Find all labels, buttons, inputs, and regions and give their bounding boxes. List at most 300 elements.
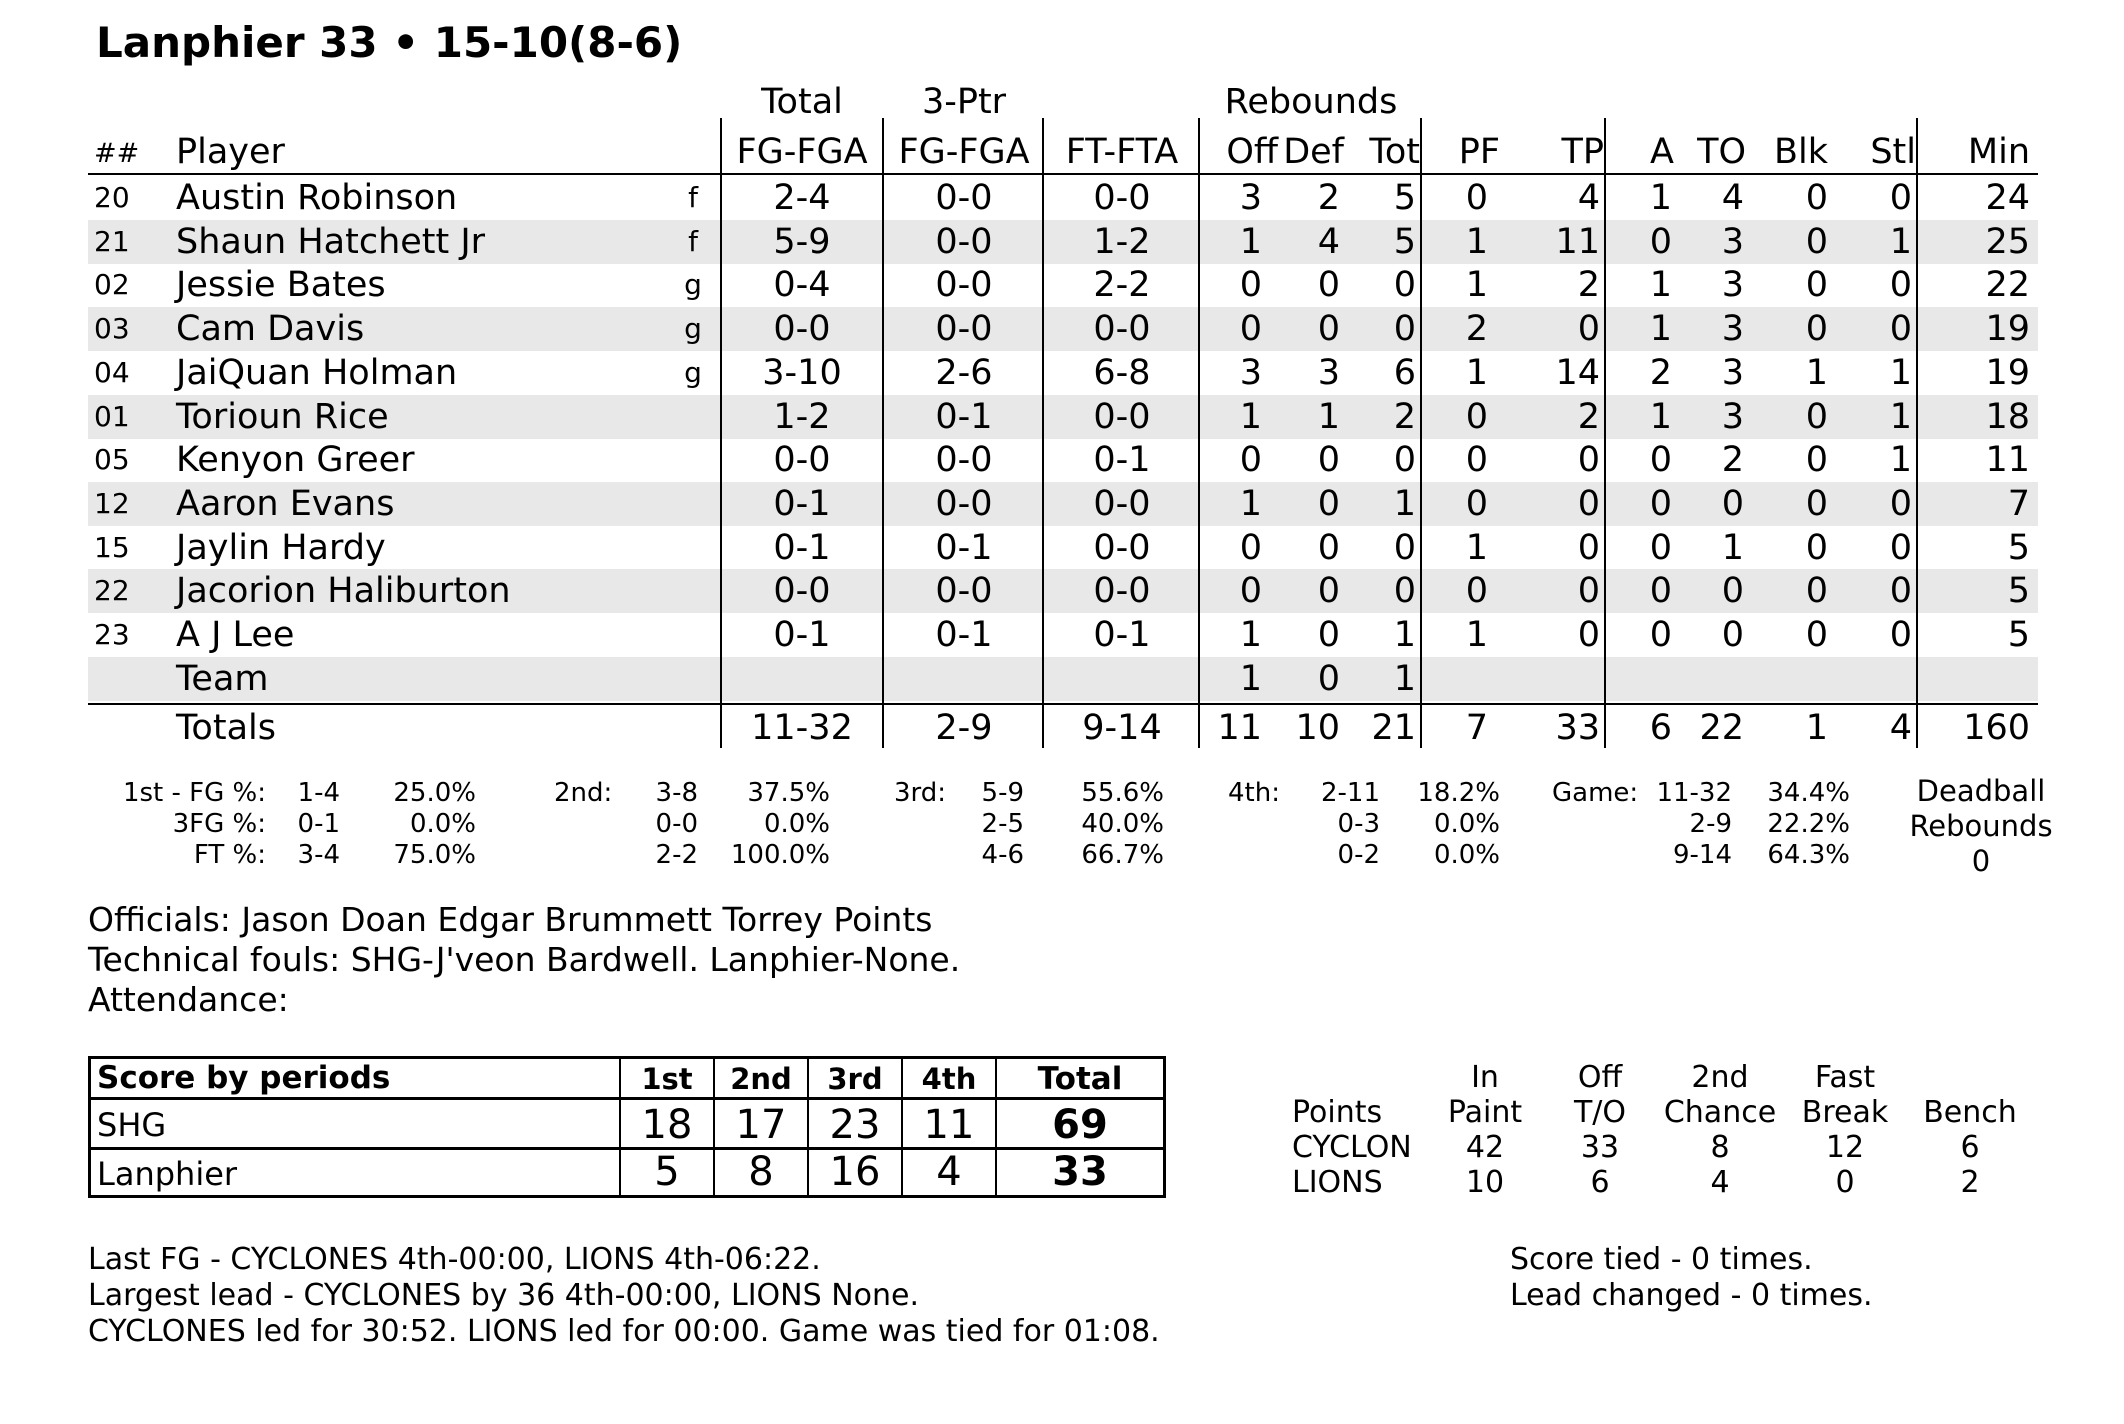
points-team-lions: LIONS bbox=[1292, 1165, 1383, 1200]
player-row-tp bbox=[1488, 657, 1600, 701]
player-row-def: 0 bbox=[1317, 483, 1340, 524]
player-row-tp: 4 bbox=[1577, 178, 1600, 218]
player-row-pos: g bbox=[684, 268, 702, 302]
q1-3fg-pct: 0.0% bbox=[409, 809, 476, 839]
player-row-tp: 0 bbox=[1577, 571, 1600, 612]
player-row-stl: 0 bbox=[1889, 571, 1912, 612]
player-row-fg: 0-1 bbox=[773, 483, 831, 524]
player-row-blk: 0 bbox=[1805, 309, 1828, 350]
player-row-fg: 0-0 bbox=[773, 571, 831, 612]
column-rule bbox=[720, 118, 722, 748]
player-row-fg3: 0-1 bbox=[935, 615, 993, 655]
player-row-min: 19 bbox=[1985, 352, 2030, 393]
player-row-name: Jaylin Hardy bbox=[176, 527, 386, 568]
player-row-off: 1 bbox=[1239, 483, 1262, 524]
player-row-fg: 0-1 bbox=[773, 615, 831, 655]
player-row-to: 1 bbox=[1721, 527, 1744, 568]
player-row-pf: 0 bbox=[1465, 483, 1488, 524]
points-head-off: Off bbox=[1577, 1060, 1623, 1095]
periods-shg-3rd: 23 bbox=[829, 1102, 881, 1148]
points-head-points: Points bbox=[1292, 1095, 1383, 1130]
player-row-num: 22 bbox=[94, 574, 130, 608]
column-rule bbox=[882, 118, 884, 748]
totals-row-to: 22 bbox=[1699, 708, 1744, 748]
points-cyclon-break: 12 bbox=[1825, 1130, 1865, 1165]
player-row-to: 0 bbox=[1721, 483, 1744, 524]
led-for: CYCLONES led for 30:52. LIONS led for 00:00. Game was tied for 01:08. bbox=[88, 1314, 1160, 1349]
totals-row-a: 6 bbox=[1649, 708, 1672, 748]
header-min: Min bbox=[1967, 132, 2030, 172]
attendance: Attendance: bbox=[88, 980, 289, 1019]
player-row-fg3: 0-0 bbox=[935, 571, 993, 612]
periods-shg-4th: 11 bbox=[923, 1102, 975, 1148]
player-row-def: 2 bbox=[1317, 178, 1340, 218]
player-row-pos: g bbox=[684, 312, 702, 346]
q3-label: 3rd: bbox=[894, 778, 947, 808]
game-fg-pct: 34.4% bbox=[1767, 778, 1850, 808]
player-row-a: 1 bbox=[1649, 178, 1672, 218]
player-row-def: 0 bbox=[1317, 265, 1340, 306]
points-head-bench: Bench bbox=[1923, 1095, 2017, 1130]
periods-shg-1st: 18 bbox=[641, 1102, 693, 1148]
player-row-tp: 2 bbox=[1577, 396, 1600, 437]
player-row-stl: 1 bbox=[1889, 221, 1912, 262]
player-row-min: 24 bbox=[1985, 178, 2030, 218]
header-off: Off bbox=[1226, 132, 1278, 172]
player-row-to: 4 bbox=[1721, 178, 1744, 218]
player-row-name: Jacorion Haliburton bbox=[176, 571, 511, 612]
player-row-min: 19 bbox=[1985, 309, 2030, 350]
q3-3fg: 2-5 bbox=[981, 809, 1024, 839]
player-row-pos bbox=[678, 395, 708, 439]
points-head-to: T/O bbox=[1573, 1095, 1627, 1130]
player-row-tot: 0 bbox=[1393, 440, 1416, 481]
player-row-to: 3 bbox=[1721, 265, 1744, 306]
points-head-2nd: 2nd bbox=[1691, 1060, 1749, 1095]
player-row-fg bbox=[722, 657, 882, 701]
player-row-fg: 5-9 bbox=[773, 221, 831, 262]
header-rule bbox=[88, 173, 2038, 175]
periods-title: Score by periods bbox=[97, 1060, 391, 1096]
periods-lanphier-4th: 4 bbox=[936, 1149, 962, 1195]
points-cyclon-bench: 6 bbox=[1960, 1130, 1980, 1165]
player-row-tot: 1 bbox=[1393, 658, 1416, 699]
player-row-name: Aaron Evans bbox=[176, 483, 395, 524]
header-fg: FG-FGA bbox=[736, 132, 868, 172]
player-row-name: Jessie Bates bbox=[176, 265, 386, 306]
game-3fg: 2-9 bbox=[1689, 809, 1732, 839]
player-row-fg3: 0-0 bbox=[935, 221, 993, 262]
totals-row-num bbox=[94, 706, 154, 750]
player-row-blk bbox=[1744, 657, 1828, 701]
periods-lanphier-3rd: 16 bbox=[829, 1149, 881, 1195]
header-blk: Blk bbox=[1773, 132, 1828, 172]
column-rule bbox=[1420, 118, 1422, 748]
points-lions-paint: 10 bbox=[1465, 1165, 1505, 1200]
q2-ft-pct: 100.0% bbox=[730, 840, 830, 870]
player-row-to: 3 bbox=[1721, 309, 1744, 350]
q2-fg: 3-8 bbox=[655, 778, 698, 808]
periods-shg-2nd: 17 bbox=[735, 1102, 787, 1148]
deadball-label: Deadball bbox=[1916, 774, 2046, 808]
q2-fg-pct: 37.5% bbox=[747, 778, 830, 808]
player-row-def: 3 bbox=[1317, 352, 1340, 393]
player-row-to: 3 bbox=[1721, 221, 1744, 262]
player-row-tot: 0 bbox=[1393, 265, 1416, 306]
player-row-a: 1 bbox=[1649, 396, 1672, 437]
player-row-min: 5 bbox=[2007, 615, 2030, 655]
player-row-num: 15 bbox=[94, 530, 130, 564]
header-a: A bbox=[1650, 132, 1674, 172]
player-row-stl: 0 bbox=[1889, 615, 1912, 655]
player-row-num: 01 bbox=[94, 399, 130, 433]
player-row-ft: 6-8 bbox=[1093, 352, 1151, 393]
player-row-to bbox=[1672, 657, 1744, 701]
points-summary bbox=[1280, 1060, 2040, 1210]
player-row-blk: 0 bbox=[1805, 221, 1828, 262]
periods-header-4th: 4th bbox=[921, 1062, 977, 1096]
q3-fg: 5-9 bbox=[981, 778, 1024, 808]
q4-3fg: 0-3 bbox=[1337, 809, 1380, 839]
totals-row-tp: 33 bbox=[1555, 708, 1600, 748]
player-row-min: 5 bbox=[2007, 527, 2030, 568]
q1-fg-pct: 25.0% bbox=[393, 778, 476, 808]
q3-3fg-pct: 40.0% bbox=[1081, 809, 1164, 839]
player-row-off: 0 bbox=[1239, 440, 1262, 481]
player-row-pf: 1 bbox=[1465, 352, 1488, 393]
player-row-to: 2 bbox=[1721, 440, 1744, 481]
player-row-ft: 0-0 bbox=[1093, 527, 1151, 568]
periods-lanphier-2nd: 8 bbox=[748, 1149, 774, 1195]
header-def: Def bbox=[1283, 132, 1344, 172]
player-row-ft: 0-0 bbox=[1093, 483, 1151, 524]
player-row-off: 3 bbox=[1239, 352, 1262, 393]
player-row-pos bbox=[678, 438, 708, 482]
player-row-def: 0 bbox=[1317, 658, 1340, 699]
player-row-pos bbox=[678, 482, 708, 526]
points-team-cyclon: CYCLON bbox=[1292, 1130, 1412, 1165]
player-row-blk: 0 bbox=[1805, 440, 1828, 481]
header-tp: TP bbox=[1561, 132, 1604, 172]
player-row-ft: 0-0 bbox=[1093, 178, 1151, 218]
player-row-min: 22 bbox=[1985, 265, 2030, 306]
player-row-tot: 5 bbox=[1393, 178, 1416, 218]
player-row-blk: 0 bbox=[1805, 396, 1828, 437]
q4-fg-pct: 18.2% bbox=[1417, 778, 1500, 808]
player-row-off: 3 bbox=[1239, 178, 1262, 218]
player-row-tot: 0 bbox=[1393, 309, 1416, 350]
totals-row-ft: 9-14 bbox=[1082, 708, 1162, 748]
totals-row-stl: 4 bbox=[1889, 708, 1912, 748]
periods-header-total: Total bbox=[1037, 1061, 1123, 1097]
player-row-pos bbox=[678, 657, 708, 701]
q4-label: 4th: bbox=[1228, 778, 1280, 808]
player-row-ft: 2-2 bbox=[1093, 265, 1151, 306]
totals-row-off: 11 bbox=[1217, 708, 1262, 748]
player-row-tot: 0 bbox=[1393, 571, 1416, 612]
periods-header-1st: 1st bbox=[641, 1062, 693, 1096]
player-row-num: 20 bbox=[94, 181, 130, 214]
player-row-num: 12 bbox=[94, 486, 130, 520]
player-row-ft: 0-1 bbox=[1093, 440, 1151, 481]
q2-ft: 2-2 bbox=[655, 840, 698, 870]
player-row-stl: 0 bbox=[1889, 527, 1912, 568]
player-row-off: 1 bbox=[1239, 396, 1262, 437]
player-row-name: Cam Davis bbox=[176, 309, 365, 350]
player-row-blk: 0 bbox=[1805, 615, 1828, 655]
player-row-to: 3 bbox=[1721, 396, 1744, 437]
q4-3fg-pct: 0.0% bbox=[1433, 809, 1500, 839]
periods-header-3rd: 3rd bbox=[827, 1062, 883, 1096]
points-lions-chance: 4 bbox=[1710, 1165, 1730, 1200]
player-row-pf: 0 bbox=[1465, 571, 1488, 612]
game-fg: 11-32 bbox=[1656, 778, 1732, 808]
player-row-stl bbox=[1828, 657, 1912, 701]
player-row-fg3: 0-0 bbox=[935, 483, 993, 524]
header-tot: Tot bbox=[1369, 132, 1420, 172]
deadball-rebounds-label: Rebounds bbox=[1909, 809, 2053, 843]
player-row-blk: 0 bbox=[1805, 265, 1828, 306]
player-row-a: 1 bbox=[1649, 309, 1672, 350]
player-row-pf: 1 bbox=[1465, 265, 1488, 306]
shooting-label-fg: 1st - FG %: bbox=[122, 778, 266, 808]
player-row-def: 0 bbox=[1317, 527, 1340, 568]
player-row-num: 21 bbox=[94, 224, 130, 258]
player-row-name: Shaun Hatchett Jr bbox=[176, 221, 486, 262]
player-row-to: 0 bbox=[1721, 571, 1744, 612]
player-row-def: 0 bbox=[1317, 440, 1340, 481]
column-rule bbox=[1604, 118, 1606, 748]
player-row-stl: 1 bbox=[1889, 440, 1912, 481]
player-row-blk: 0 bbox=[1805, 527, 1828, 568]
shooting-by-period bbox=[96, 774, 2076, 888]
periods-lanphier-1st: 5 bbox=[654, 1149, 680, 1195]
header-group-rebounds: Rebounds bbox=[1224, 82, 1398, 122]
player-row-num: 23 bbox=[94, 618, 130, 651]
player-row-pos: g bbox=[684, 355, 702, 389]
player-row-a: 1 bbox=[1649, 265, 1672, 306]
points-lions-to: 6 bbox=[1590, 1165, 1610, 1200]
totals-row-min: 160 bbox=[1963, 708, 2030, 748]
player-row-ft: 0-0 bbox=[1093, 309, 1151, 350]
periods-header-2nd: 2nd bbox=[730, 1062, 792, 1096]
points-cyclon-chance: 8 bbox=[1710, 1130, 1730, 1165]
player-row-fg3 bbox=[884, 657, 1044, 701]
player-row-pf: 0 bbox=[1465, 440, 1488, 481]
points-lions-bench: 2 bbox=[1960, 1165, 1980, 1200]
game-ft: 9-14 bbox=[1672, 840, 1732, 870]
q4-fg: 2-11 bbox=[1320, 778, 1380, 808]
player-row-name: Torioun Rice bbox=[176, 396, 389, 437]
player-row-min bbox=[1918, 657, 2030, 701]
technical-fouls: Technical fouls: SHG-J'veon Bardwell. Lanphier-None. bbox=[88, 940, 961, 979]
player-row-stl: 0 bbox=[1889, 483, 1912, 524]
player-row-ft: 0-0 bbox=[1093, 571, 1151, 612]
player-row-tp: 0 bbox=[1577, 309, 1600, 350]
player-row-off: 0 bbox=[1239, 309, 1262, 350]
player-row-fg: 2-4 bbox=[773, 178, 831, 218]
player-row-min: 25 bbox=[1985, 221, 2030, 262]
totals-row-name: Totals bbox=[176, 708, 276, 748]
player-row-name: Team bbox=[176, 658, 269, 699]
player-row-def: 4 bbox=[1317, 221, 1340, 262]
points-head-break: Break bbox=[1801, 1095, 1889, 1130]
player-row-tot: 1 bbox=[1393, 615, 1416, 655]
player-row-stl: 1 bbox=[1889, 396, 1912, 437]
player-row-pf: 1 bbox=[1465, 615, 1488, 655]
player-row-fg3: 0-0 bbox=[935, 265, 993, 306]
q1-ft-pct: 75.0% bbox=[393, 840, 476, 870]
player-row-stl: 1 bbox=[1889, 352, 1912, 393]
player-row-fg: 1-2 bbox=[773, 396, 831, 437]
player-row-stl: 0 bbox=[1889, 309, 1912, 350]
player-row-fg: 0-0 bbox=[773, 309, 831, 350]
player-row-blk: 0 bbox=[1805, 483, 1828, 524]
totals-row-pf: 7 bbox=[1465, 708, 1488, 748]
player-row-def: 0 bbox=[1317, 309, 1340, 350]
points-head-in: In bbox=[1471, 1060, 1499, 1095]
q2-label: 2nd: bbox=[554, 778, 613, 808]
player-row-tot: 1 bbox=[1393, 483, 1416, 524]
totals-row-tot: 21 bbox=[1371, 708, 1416, 748]
player-row-fg: 0-1 bbox=[773, 527, 831, 568]
player-row-off: 0 bbox=[1239, 527, 1262, 568]
points-head-fast: Fast bbox=[1814, 1060, 1876, 1095]
player-row-a: 0 bbox=[1649, 527, 1672, 568]
totals-row-pos bbox=[678, 706, 708, 750]
player-row-fg3: 0-0 bbox=[935, 178, 993, 218]
game-3fg-pct: 22.2% bbox=[1767, 809, 1850, 839]
player-row-off: 1 bbox=[1239, 615, 1262, 655]
player-row-tp: 14 bbox=[1555, 352, 1600, 393]
player-row-name: A J Lee bbox=[176, 615, 295, 655]
player-row-tp: 11 bbox=[1555, 221, 1600, 262]
player-row-min: 18 bbox=[1985, 396, 2030, 437]
player-row-a: 0 bbox=[1649, 615, 1672, 655]
player-row-pf: 0 bbox=[1465, 178, 1488, 218]
periods-shg-total: 69 bbox=[1052, 1102, 1108, 1148]
points-head-chance: Chance bbox=[1663, 1095, 1777, 1130]
totals-rule bbox=[88, 703, 2038, 705]
player-row-blk: 0 bbox=[1805, 571, 1828, 612]
game-ft-pct: 64.3% bbox=[1767, 840, 1850, 870]
player-row-pf: 2 bbox=[1465, 309, 1488, 350]
player-row-min: 7 bbox=[2007, 483, 2030, 524]
points-cyclon-to: 33 bbox=[1580, 1130, 1620, 1165]
header-ft: FT-FTA bbox=[1065, 132, 1179, 172]
totals-row-fg3: 2-9 bbox=[935, 708, 993, 748]
player-row-blk: 0 bbox=[1805, 178, 1828, 218]
player-row-num: 05 bbox=[94, 443, 130, 477]
header-pf: PF bbox=[1458, 132, 1500, 172]
player-row-name: Kenyon Greer bbox=[176, 440, 415, 481]
q4-ft-pct: 0.0% bbox=[1433, 840, 1500, 870]
box-score-table bbox=[88, 80, 2038, 750]
score-tied: Score tied - 0 times. bbox=[1510, 1242, 1813, 1277]
player-row-fg: 3-10 bbox=[762, 352, 842, 393]
player-row-pos: f bbox=[688, 224, 698, 258]
player-row-off: 0 bbox=[1239, 265, 1262, 306]
player-row-min: 5 bbox=[2007, 571, 2030, 612]
totals-row-def: 10 bbox=[1295, 708, 1340, 748]
player-row-blk: 1 bbox=[1805, 352, 1828, 393]
player-row-stl: 0 bbox=[1889, 265, 1912, 306]
q1-3fg: 0-1 bbox=[297, 809, 340, 839]
player-row-ft: 0-1 bbox=[1093, 615, 1151, 655]
q2-3fg: 0-0 bbox=[655, 809, 698, 839]
player-row-min: 11 bbox=[1985, 440, 2030, 481]
player-row-to: 0 bbox=[1721, 615, 1744, 655]
player-row-pf: 1 bbox=[1465, 527, 1488, 568]
player-row-num bbox=[94, 657, 154, 701]
player-row-tp: 0 bbox=[1577, 615, 1600, 655]
header-fg3: FG-FGA bbox=[898, 132, 1030, 172]
shooting-label-3fg: 3FG %: bbox=[172, 809, 266, 839]
score-by-periods bbox=[88, 1056, 1166, 1198]
player-row-fg3: 0-0 bbox=[935, 440, 993, 481]
player-row-pf: 1 bbox=[1465, 221, 1488, 262]
player-row-pos bbox=[678, 569, 708, 613]
player-row-a: 2 bbox=[1649, 352, 1672, 393]
player-row-fg3: 0-0 bbox=[935, 309, 993, 350]
totals-row-blk: 1 bbox=[1805, 708, 1828, 748]
player-row-fg3: 0-1 bbox=[935, 527, 993, 568]
player-row-tot: 5 bbox=[1393, 221, 1416, 262]
largest-lead: Largest lead - CYCLONES by 36 4th-00:00, LIONS None. bbox=[88, 1278, 919, 1313]
q3-ft-pct: 66.7% bbox=[1081, 840, 1164, 870]
player-row-off: 0 bbox=[1239, 571, 1262, 612]
player-row-pf bbox=[1422, 657, 1488, 701]
player-row-stl: 0 bbox=[1889, 178, 1912, 218]
q1-ft: 3-4 bbox=[297, 840, 340, 870]
totals-row-fg: 11-32 bbox=[751, 708, 853, 748]
player-row-a: 0 bbox=[1649, 221, 1672, 262]
player-row-def: 0 bbox=[1317, 615, 1340, 655]
player-row-tot: 2 bbox=[1393, 396, 1416, 437]
player-row-pos: f bbox=[688, 181, 698, 214]
shooting-label-ft: FT %: bbox=[193, 840, 266, 870]
page-title: Lanphier 33 • 15-10(8-6) bbox=[96, 18, 683, 67]
q1-fg: 1-4 bbox=[297, 778, 340, 808]
player-row-off: 1 bbox=[1239, 658, 1262, 699]
periods-lanphier-total: 33 bbox=[1052, 1149, 1108, 1195]
player-row-pos bbox=[678, 526, 708, 570]
header-player: Player bbox=[176, 132, 285, 172]
periods-team-lanphier: Lanphier bbox=[97, 1155, 238, 1193]
player-row-off: 1 bbox=[1239, 221, 1262, 262]
deadball-rebounds-value: 0 bbox=[1971, 844, 1991, 878]
header-to: TO bbox=[1697, 132, 1746, 172]
player-row-def: 1 bbox=[1317, 396, 1340, 437]
player-row-a bbox=[1606, 657, 1672, 701]
points-head-paint: Paint bbox=[1447, 1095, 1523, 1130]
player-row-fg3: 2-6 bbox=[935, 352, 993, 393]
header-group-3ptr: 3-Ptr bbox=[921, 82, 1007, 122]
player-row-ft bbox=[1044, 657, 1200, 701]
player-row-num: 03 bbox=[94, 312, 130, 346]
player-row-fg3: 0-1 bbox=[935, 396, 993, 437]
column-rule bbox=[1042, 118, 1044, 748]
player-row-pos bbox=[678, 613, 708, 657]
player-row-fg: 0-4 bbox=[773, 265, 831, 306]
player-row-pf: 0 bbox=[1465, 396, 1488, 437]
player-row-a: 0 bbox=[1649, 440, 1672, 481]
column-rule bbox=[1198, 118, 1200, 748]
officials: Officials: Jason Doan Edgar Brummett Torrey Points bbox=[88, 900, 933, 939]
periods-team-shg: SHG bbox=[97, 1106, 167, 1144]
player-row-ft: 0-0 bbox=[1093, 396, 1151, 437]
player-row-def: 0 bbox=[1317, 571, 1340, 612]
